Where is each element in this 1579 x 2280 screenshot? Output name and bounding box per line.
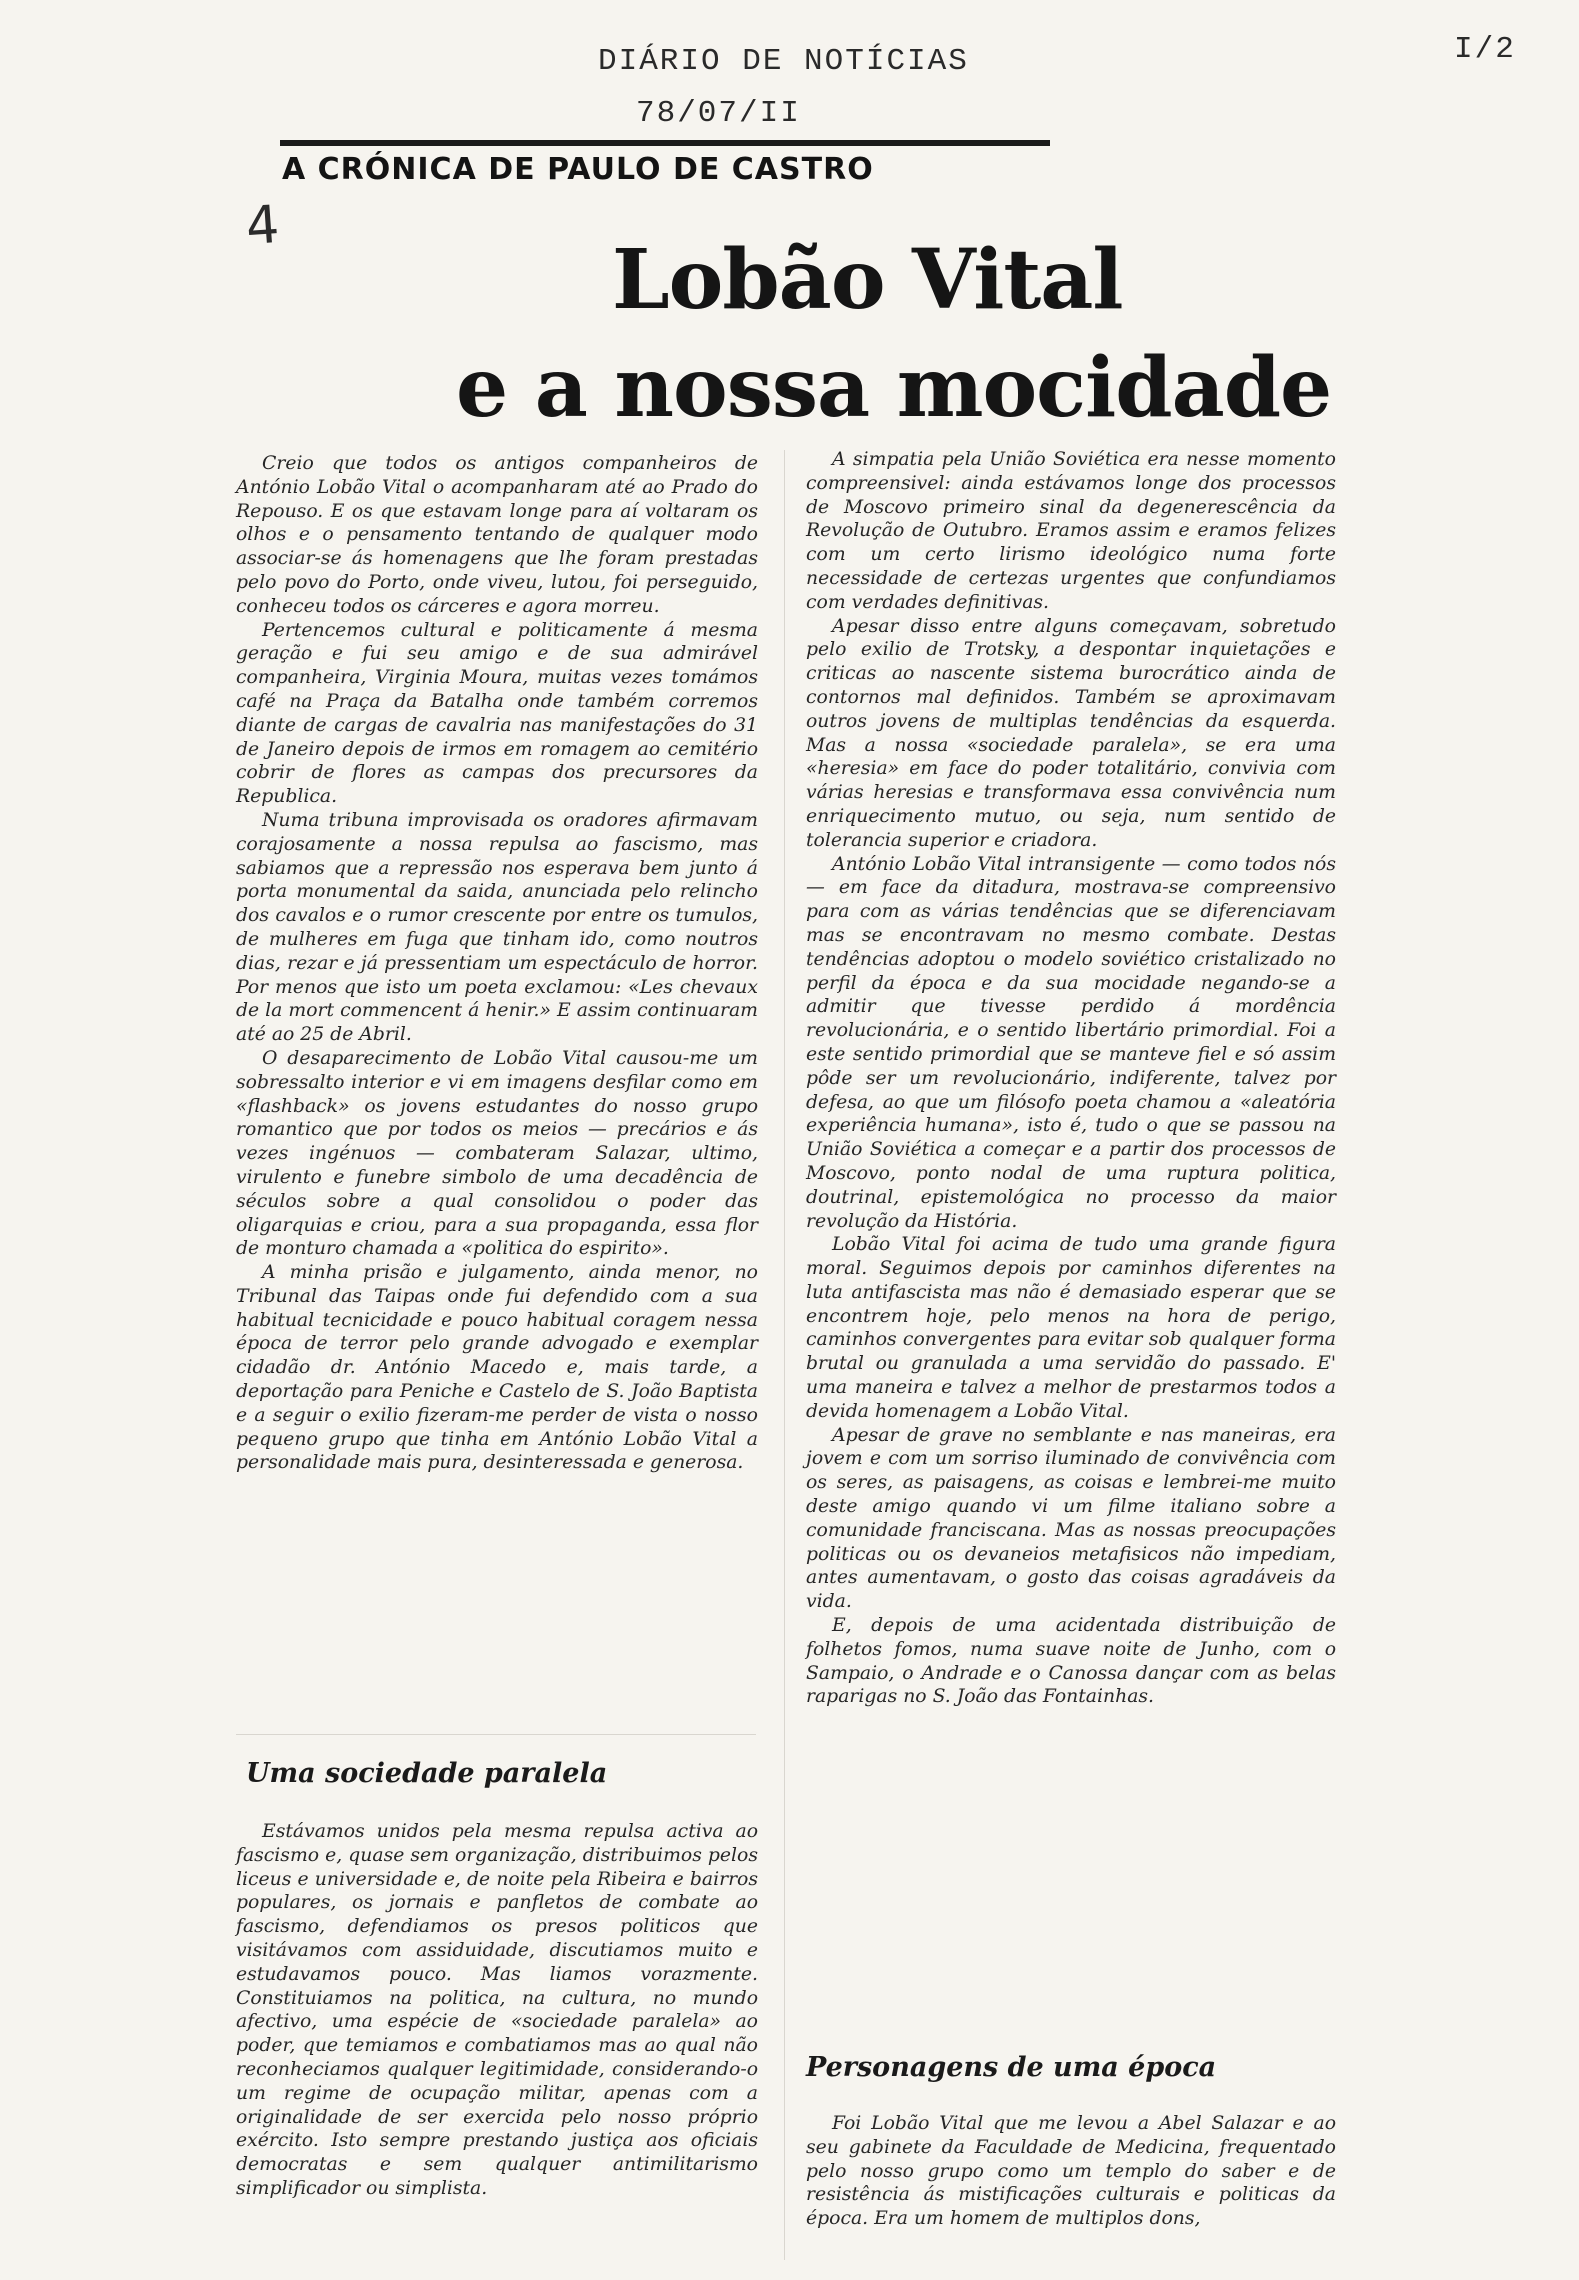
paragraph: António Lobão Vital intransigente — como todos nós — em face da ditadura, mostrava-se compreensivo para com as várias tendências que se diferenciavam mas se encontravam no mesmo combate. Destas tendências adoptou o modelo soviético cristalizado no perfil da época e da sua mocidade negando-se a admitir que tivesse perdido á mordência revolucionária, e o sentido libertário primordial. Foi a este sentido primordial que se manteve fiel e só assim pôde ser um revolucionário, indiferente, talvez por defesa, ao que um filósofo poeta chamou a «aleatória experiência humana», isto é, tudo o que se passou na União Soviética a começar e a partir dos processos de Moscovo, ponto nodal de uma ruptura politica, doutrinal, epistemológica no processo da maior revolução da História.: [806, 853, 1336, 1232]
paragraph: E, depois de uma acidentada distribuição de folhetos fomos, numa suave noite de Junho, com o Sampaio, o Andrade e o Canossa dançar com as belas raparigas no S. João das Fontainhas.: [806, 1615, 1336, 1708]
paragraph: Estávamos unidos pela mesma repulsa activa ao fascismo e, quase sem organização, distribuimos pelos liceus e universidade e, de noite pela Ribeira e bairros populares, os jornais e panfletos de combate ao fascismo, defendiamos os presos politicos que visitávamos com assiduidade, discutiamos muito e estudavamos pouco. Mas liamos vorazmente. Constituiamos na politica, na cultura, no mundo afectivo, uma espécie de «sociedade paralela» ao poder, que temiamos e combatiamos mas ao qual não reconheciamos qualquer legitimidade, considerando-o um regime de ocupação militar, apenas com a originalidade de ser exercida pelo nosso próprio exército. Isto sempre prestando justiça aos oficiais democratas e sem qualquer antimilitarismo simplificador ou simplista.: [236, 1821, 758, 2199]
paragraph: Apesar disso entre alguns começavam, sobretudo pelo exilio de Trotsky, a despontar inquietações e criticas ao nascente sistema burocrático ainda de contornos mal definidos. Também se aproximavam outros jovens de multiplas tendências da esquerda. Mas a nossa «sociedade paralela», se era uma «heresia» em face do poder totalitário, convivia com várias heresias e transformava essa convivência num enriquecimento mutuo, ou seja, num sentido de tolerancia superior e criadora.: [806, 615, 1336, 851]
subheading-personagens: Personagens de uma época: [806, 2052, 1217, 2083]
paragraph: Creio que todos os antigos companheiros de António Lobão Vital o acompanharam até ao Prado do Repouso. E os que estavam longe para aí voltaram os olhos e o pensamento tentando de qualquer modo associar-se ás homenagens que lhe foram prestadas pelo povo do Porto, onde viveu, lutou, foi perseguido, conheceu todos os cárceres e agora morreu.: [236, 453, 758, 617]
column-kicker: A CRÓNICA DE PAULO DE CASTRO: [282, 152, 874, 187]
right-column-top: [806, 448, 1336, 1709]
paragraph: O desaparecimento de Lobão Vital causou-me um sobressalto interior e vi em imagens desfilar como em «flashback» os jovens estudantes do nosso grupo romantico que por todos os meios — precários e ás vezes ingénuos — combateram Salazar, ultimo, virulento e funebre simbolo de uma decadência de séculos sobre a qual consolidou o poder das oligarquias e criou, para a sua propaganda, essa flor de monturo chamada a «politica do espirito».: [236, 1047, 758, 1260]
right-column-bottom: [806, 2112, 1336, 2231]
paragraph: Numa tribuna improvisada os oradores afirmavam corajosamente a nossa repulsa ao fascismo, mas sabiamos que a repressão nos esperava bem junto á porta monumental da saida, anunciada pelo relincho dos cavalos e o rumor crescente por entre os tumulos, de mulheres em fuga que tinham ido, como noutros dias, rezar e já pressentiam um espectáculo de horror. Por menos que isto um poeta exclamou: «Les chevaux de la mort commencent á henir.» E assim continuaram até ao 25 de Abril.: [236, 809, 758, 1046]
paragraph: A simpatia pela União Soviética era nesse momento compreensivel: ainda estávamos longe dos processos de Moscovo primeiro sinal da degenerescência da Revolução de Outubro. Eramos assim e eramos felizes com um certo lirismo ideológico numa forte necessidade de certezas urgentes que confundiamos com verdades definitivas.: [806, 449, 1336, 613]
subheading-sociedade-paralela: Uma sociedade paralela: [246, 1758, 608, 1789]
archive-paper-label: DIÁRIO DE NOTÍCIAS: [598, 44, 969, 79]
paragraph: Foi Lobão Vital que me levou a Abel Salazar e ao seu gabinete da Faculdade de Medicina, frequentado pelo nosso grupo como um templo do saber e de resistência ás mistificações culturais e politicas da época. Era um homem de multiplos dons,: [806, 2113, 1336, 2230]
section-divider: [236, 1734, 756, 1735]
headline-line-2: e a nossa mocidade: [456, 340, 1332, 436]
paragraph: Apesar de grave no semblante e nas maneiras, era jovem e com um sorriso iluminado de convivência com os seres, as paisagens, as coisas e lembrei-me muito deste amigo quando vi um filme italiano sobre a comunidade franciscana. Mas as nossas preocupações politicas ou os devaneios metafisicos não impediam, antes aumentavam, o gosto das coisas agradáveis da vida.: [806, 1424, 1336, 1613]
headline-line-1: Lobão Vital: [612, 232, 1123, 328]
kicker-rule: [280, 140, 1050, 146]
archive-page-number: I/2: [1454, 32, 1516, 67]
paragraph: Pertencemos cultural e politicamente á mesma geração e fui seu amigo e de sua admirável companheira, Virginia Moura, muitas vezes tomámos café na Praça da Batalha onde também corremos diante de cargas de cavalria nas manifestações do 31 de Janeiro depois de irmos em romagem ao cemitério cobrir de flores as campas dos precursores da Republica.: [236, 619, 758, 808]
column-divider: [784, 450, 785, 2260]
paragraph: A minha prisão e julgamento, ainda menor, no Tribunal das Taipas onde fui defendido com a sua habitual tecnicidade e pouco habitual coragem nessa época de terror pelo grande advogado e exemplar cidadão dr. António Macedo e, mais tarde, a deportação para Peniche e Castelo de S. João Baptista e a seguir o exilio fizeram-me perder de vista o nosso pequeno grupo que tinha em António Lobão Vital a personalidade mais pura, desinteressada e generosa.: [236, 1262, 758, 1474]
handwritten-mark: 4: [243, 194, 282, 258]
left-column-top: [236, 452, 758, 1475]
left-column-bottom: [236, 1820, 758, 2201]
paragraph: Lobão Vital foi acima de tudo uma grande figura moral. Seguimos depois por caminhos diferentes na luta antifascista mas não é demasiado esperar que se encontrem hoje, pelo menos na hora de perigo, caminhos convergentes para evitar sob qualquer forma brutal ou granulada a uma servidão do passado. E' uma maneira e talvez a melhor de prestarmos todos a devida homenagem a Lobão Vital.: [806, 1234, 1336, 1422]
archive-date-label: 78/07/II: [636, 96, 801, 131]
